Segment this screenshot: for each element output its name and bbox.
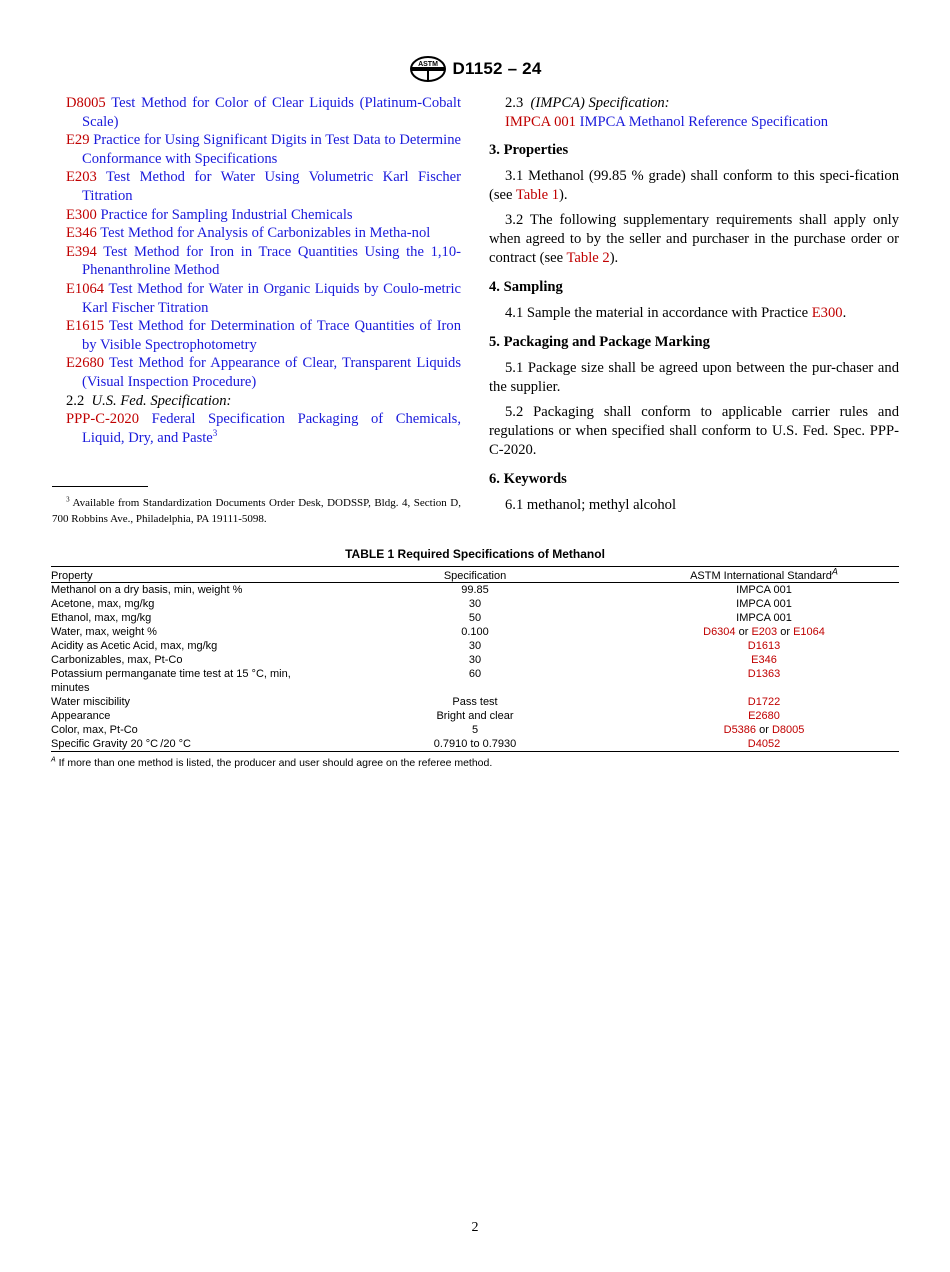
reference-code-link[interactable]: E1615: [66, 318, 105, 335]
astm-logo-icon: [409, 56, 447, 82]
cell-property: Potassium permanganate time test at 15 °C, min, minutes: [51, 668, 291, 694]
cell-standard: [629, 625, 899, 639]
reference-title-link[interactable]: Practice for Sampling Industrial Chemicals: [100, 206, 353, 223]
table-footnote: $^A$ If more than one method is listed, the producer and user should agree on the referee method.: [51, 756, 493, 769]
cell-standard: [629, 667, 899, 695]
paragraph-3-1: 3.1 Methanol (99.85 % grade) shall conform to this speci-fication (see Table 1).: [489, 168, 899, 204]
table-title: TABLE 1 Required Specifications of Methanol: [345, 547, 605, 561]
cell-specification: 5: [471, 724, 479, 736]
standard-text: or: [735, 626, 752, 638]
cell-standard: [629, 639, 899, 653]
footnote-divider: [52, 486, 148, 487]
standard-text: IMPCA 001: [736, 612, 792, 624]
standard-link[interactable]: E203: [751, 626, 778, 638]
cell-property: Water miscibility: [51, 696, 131, 708]
reference-item: [66, 224, 461, 243]
cell-property: Appearance: [51, 710, 111, 722]
paragraph-3-2: 3.2 The following supplementary requirements shall apply only when agreed to by the seller and purchaser in the purchase order or contract (see Table 2).: [489, 212, 899, 267]
reference-item: [66, 317, 461, 354]
referenced-documents-list: [66, 94, 461, 392]
e300-link[interactable]: E300: [811, 305, 843, 322]
reference-item: [66, 168, 461, 205]
standard-link[interactable]: D1363: [747, 668, 781, 680]
cell-standard: [629, 737, 899, 752]
table-row: [51, 639, 899, 653]
reference-code-link[interactable]: E346: [66, 225, 97, 242]
cell-property: Water, max, weight %: [51, 626, 157, 638]
reference-item: [66, 354, 461, 391]
cell-standard: [629, 709, 899, 723]
standard-text: or: [756, 724, 772, 736]
reference-item: [66, 94, 461, 131]
cell-property: Color, max, Pt-Co: [51, 724, 138, 736]
page-header: [0, 56, 950, 82]
cell-specification: 0.100: [461, 626, 489, 638]
cell-specification: 30: [468, 654, 482, 666]
reference-title-link[interactable]: Test Method for Determination of Trace Quantities of Iron by Visible Spectrophotometry: [82, 318, 462, 353]
cell-property: Acetone, max, mg/kg: [51, 598, 155, 610]
cell-specification: 30: [468, 598, 482, 610]
reference-code-link[interactable]: E203: [66, 169, 97, 186]
cell-standard: [629, 597, 899, 611]
reference-code-link[interactable]: E394: [66, 243, 97, 260]
table-row: [51, 583, 899, 598]
reference-title-link[interactable]: Test Method for Appearance of Clear, Transparent Liquids (Visual Inspection Procedure): [82, 355, 461, 390]
section-3-heading: 3. Properties: [489, 142, 569, 159]
table-row: [51, 597, 899, 611]
standard-link[interactable]: D1613: [747, 640, 781, 652]
standard-link[interactable]: D1722: [747, 696, 781, 708]
cell-property: Carbonizables, max, Pt-Co: [51, 654, 183, 666]
section-2-2-heading: 2.2 U.S. Fed. Specification:: [66, 392, 232, 409]
reference-title-link[interactable]: Practice for Using Significant Digits in Test Data to Determine Conformance with Specifications: [82, 132, 461, 167]
document-designation: D1152 – 24: [452, 59, 542, 78]
standard-text: IMPCA 001: [736, 584, 792, 596]
specifications-table-block: [51, 547, 899, 770]
reference-code-link[interactable]: D8005: [66, 95, 106, 111]
paragraph-4-1: 4.1 Sample the material in accordance with Practice E300.: [505, 305, 847, 322]
reference-title-link[interactable]: Test Method for Water Using Volumetric Karl Fischer Titration: [82, 169, 461, 204]
table-header-row: [51, 567, 899, 583]
standard-link[interactable]: D8005: [771, 724, 805, 736]
cell-specification: 30: [468, 640, 482, 652]
table-row: [51, 625, 899, 639]
footnote: $^3$ Available from Standardization Documents Order Desk, DODSSP, Bldg. 4, Section D, 700 Robbins Ave., Philadelphia, PA 19111-5098.: [52, 495, 461, 525]
cell-property: Methanol on a dry basis, min, weight %: [51, 584, 243, 596]
specifications-table: [51, 566, 899, 752]
reference-title-link[interactable]: Test Method for Color of Clear Liquids (Platinum-Cobalt Scale): [82, 95, 461, 130]
right-column: [489, 94, 899, 515]
cell-specification: 50: [468, 612, 482, 624]
reference-title-link[interactable]: Test Method for Iron in Trace Quantities Using the 1,10-Phenanthroline Method: [82, 243, 461, 279]
table-1-link[interactable]: Table 1: [515, 187, 560, 204]
reference-code-link[interactable]: PPP-C-2020: [66, 411, 139, 428]
table-row: [51, 667, 899, 695]
section-5-heading: 5. Packaging and Package Marking: [489, 334, 710, 351]
standard-link[interactable]: E2680: [748, 710, 780, 722]
cell-standard: [629, 583, 899, 598]
reference-code-link[interactable]: E1064: [66, 280, 105, 297]
header-specification: Specification: [443, 570, 507, 582]
page-number: 2: [471, 1220, 479, 1235]
reference-title-link[interactable]: IMPCA Methanol Reference Specification: [579, 113, 829, 130]
table-row: [51, 653, 899, 667]
header-standard: ASTM International Standard$^A$: [690, 566, 838, 582]
standard-link[interactable]: E346: [751, 654, 777, 666]
reference-item: [66, 131, 461, 168]
standard-text: IMPCA 001: [736, 598, 792, 610]
standard-link[interactable]: D4052: [747, 738, 781, 750]
reference-item: [66, 206, 461, 225]
reference-title-link[interactable]: Test Method for Analysis of Carbonizables in Metha-nol: [100, 225, 431, 242]
standard-link[interactable]: D6304: [703, 626, 736, 638]
cell-property: Acidity as Acetic Acid, max, mg/kg: [51, 640, 218, 652]
standard-link[interactable]: E1064: [793, 626, 825, 638]
table-2-link[interactable]: Table 2: [566, 250, 610, 267]
table-row: [51, 723, 899, 737]
reference-code-link[interactable]: E29: [66, 132, 90, 149]
cell-property: Ethanol, max, mg/kg: [51, 612, 152, 624]
cell-specification: 0.7910 to 0.7930: [433, 738, 517, 750]
logo-text: ASTM: [417, 61, 438, 68]
paragraph-5-1: 5.1 Package size shall be agreed upon between the pur-chaser and the supplier.: [489, 360, 899, 396]
table-row: [51, 709, 899, 723]
reference-item: [66, 243, 461, 280]
reference-item: [66, 280, 461, 317]
reference-code-link[interactable]: E300: [66, 206, 97, 223]
standard-text: or: [777, 626, 794, 638]
reference-code-link[interactable]: E2680: [66, 355, 105, 372]
cell-specification: Pass test: [452, 696, 498, 708]
cell-specification: Bright and clear: [436, 710, 514, 722]
table-row: [51, 695, 899, 709]
cell-standard: [629, 611, 899, 625]
left-column: [66, 94, 461, 447]
reference-code-link[interactable]: IMPCA 001: [505, 113, 576, 130]
cell-standard: [629, 653, 899, 667]
table-row: [51, 611, 899, 625]
cell-property: Specific Gravity 20 °C /20 °C: [51, 738, 191, 750]
reference-title-link[interactable]: Test Method for Water in Organic Liquids by Coulo-metric Karl Fischer Titration: [82, 280, 461, 316]
section-4-heading: 4. Sampling: [489, 279, 563, 296]
cell-standard: [629, 695, 899, 709]
reference-item: [489, 113, 899, 132]
reference-item: [66, 410, 461, 447]
reference-title-link[interactable]: Federal Specification Packaging of Chemicals, Liquid, Dry, and Paste$^3$: [82, 411, 461, 446]
standard-link[interactable]: D5386: [723, 724, 757, 736]
table-row: [51, 737, 899, 752]
section-2-3-heading: 2.3 (IMPCA) Specification:: [505, 95, 670, 111]
paragraph-6-1: 6.1 methanol; methyl alcohol: [505, 497, 677, 514]
section-6-heading: 6. Keywords: [489, 471, 567, 488]
cell-specification: 99.85: [461, 584, 489, 596]
cell-specification: 60: [468, 668, 482, 680]
cell-standard: [629, 723, 899, 737]
header-property: Property: [51, 570, 93, 582]
paragraph-5-2: 5.2 Packaging shall conform to applicable carrier rules and regulations or when specified shall conform to U.S. Fed. Spec. PPP-C-2020.: [489, 404, 899, 459]
